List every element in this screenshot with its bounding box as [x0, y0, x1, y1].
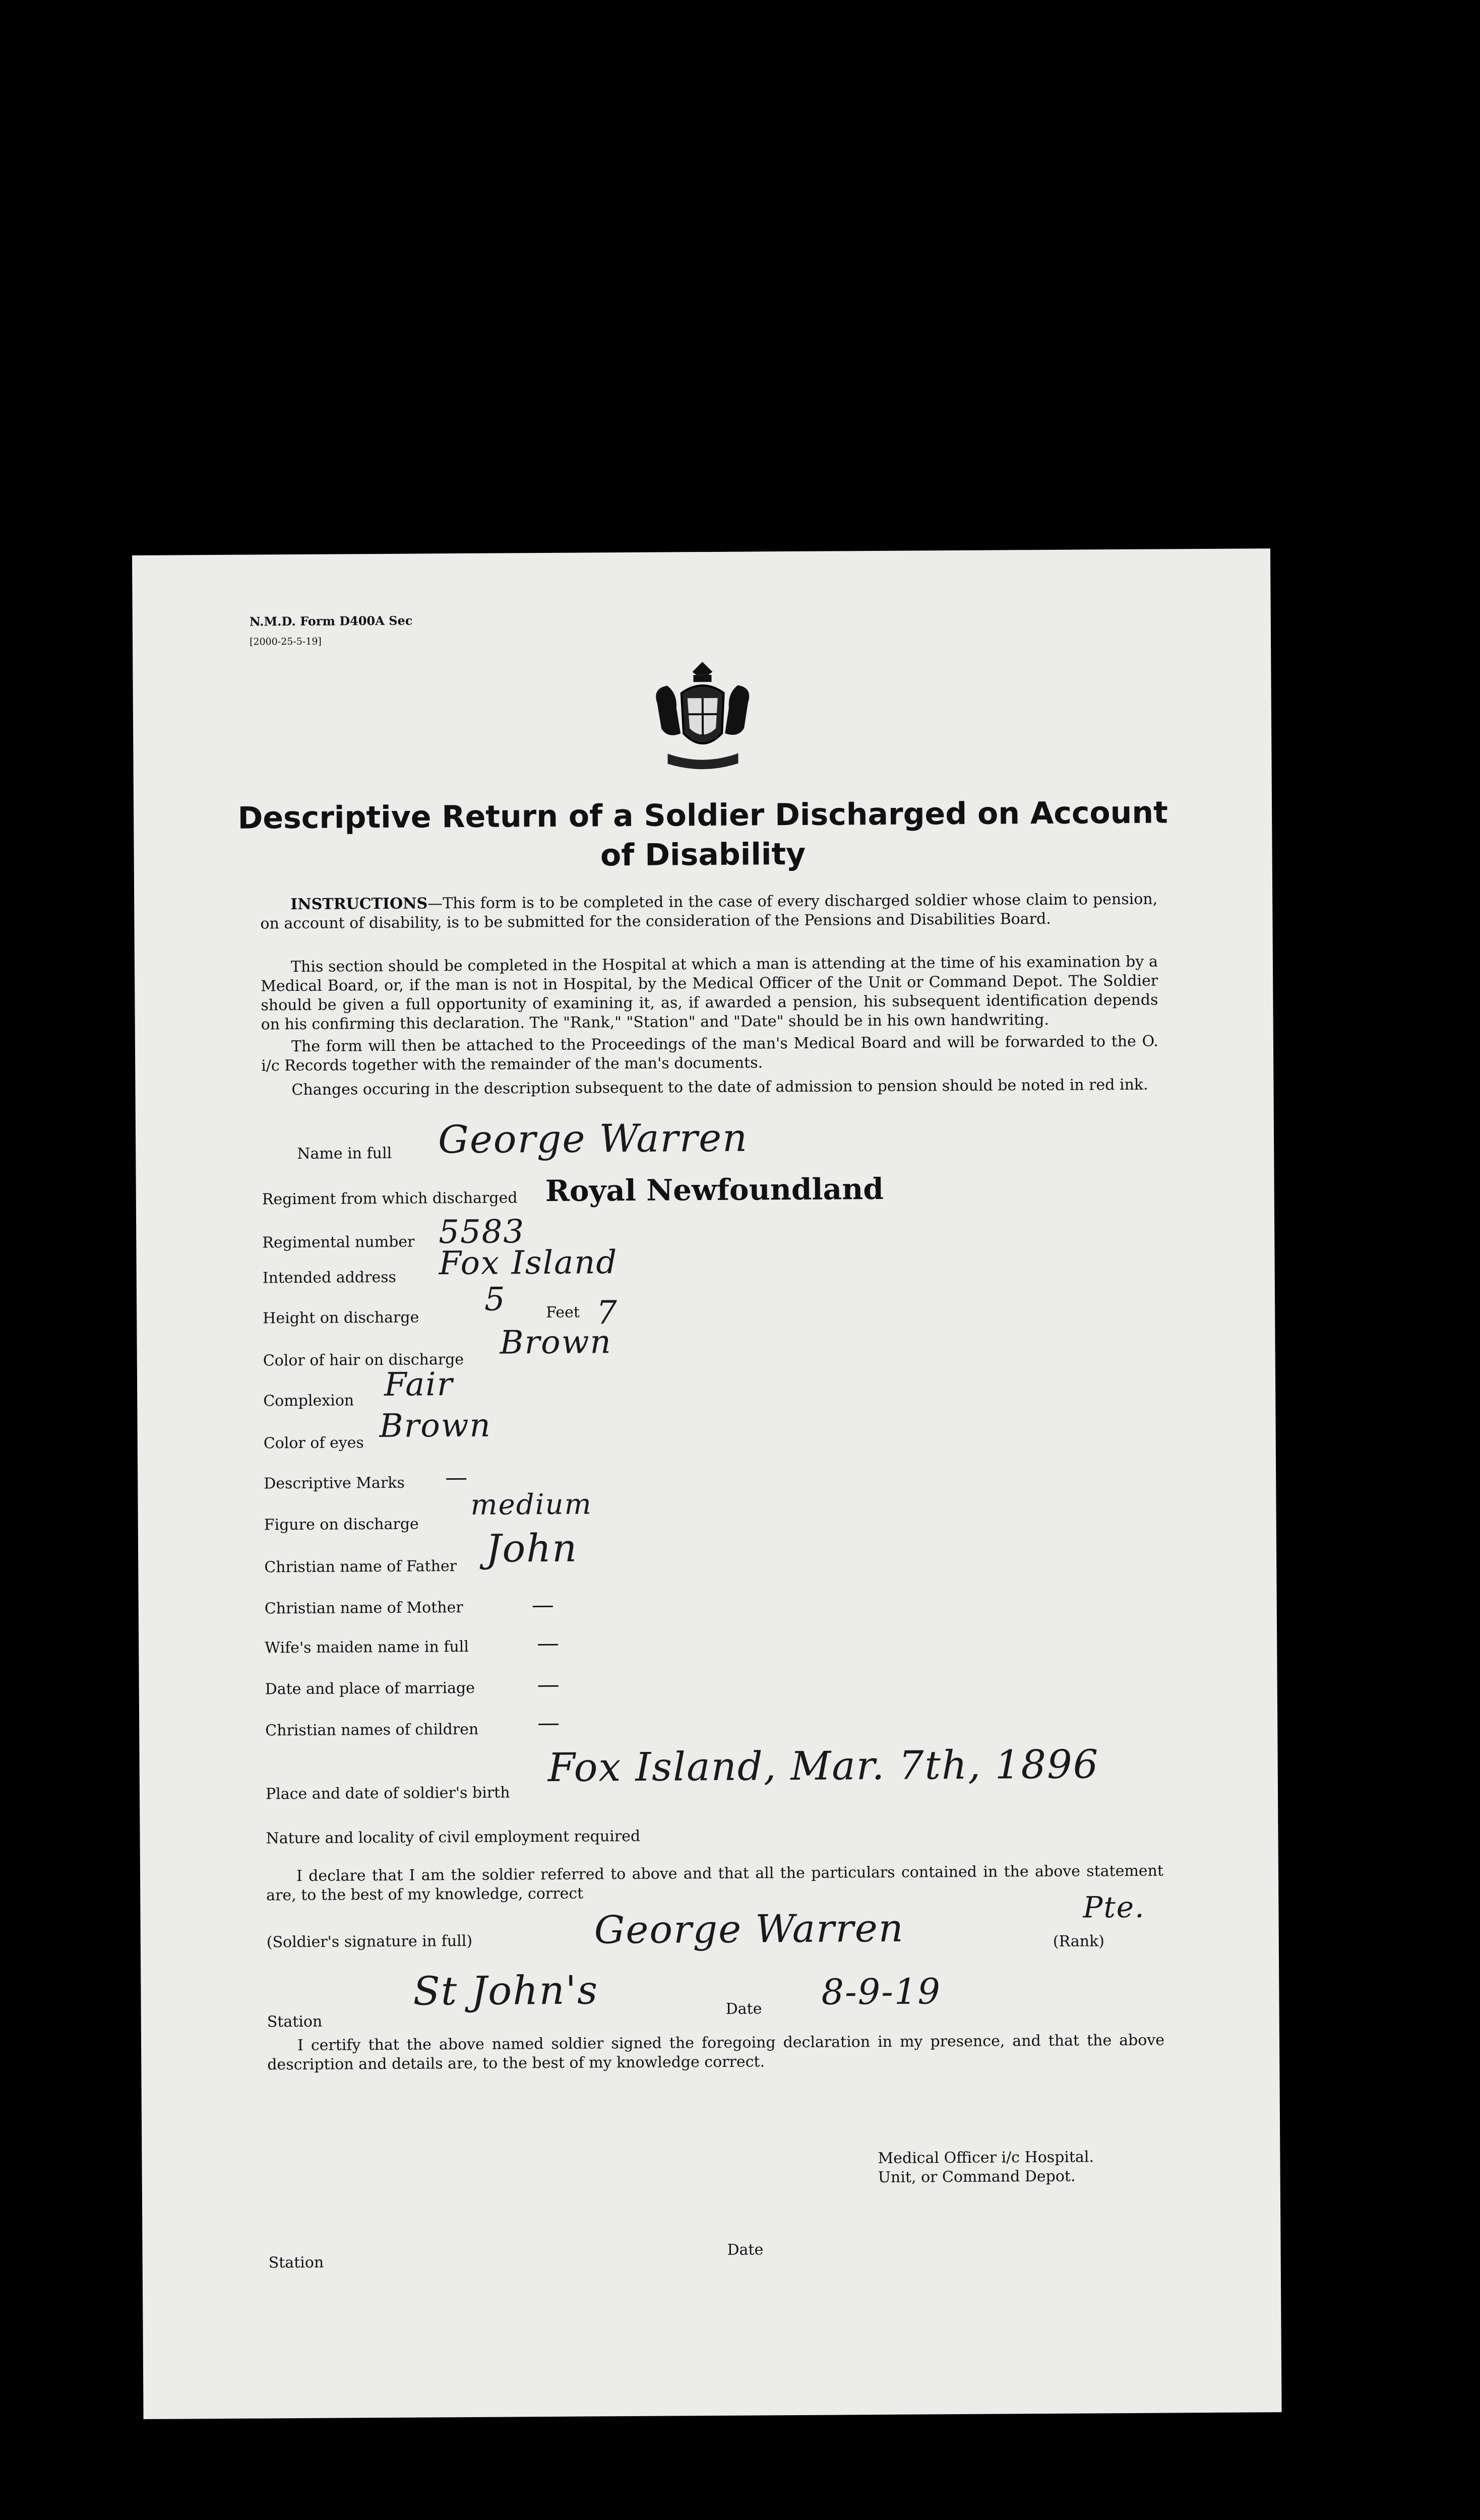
declaration-text: I declare that I am the soldier referred to above and that all the particulars contained in the above statement are, to the best of my knowledge, correct: [266, 1862, 1164, 1905]
father-value: John: [485, 1525, 578, 1571]
hair-label: Color of hair on discharge: [263, 1351, 464, 1370]
form-sheet: [132, 548, 1282, 2419]
name-value: George Warren: [438, 1115, 749, 1162]
date-label: Date: [725, 2000, 762, 2018]
feet-label: Feet: [546, 1303, 580, 1322]
children-label: Christian names of children: [265, 1720, 479, 1740]
height-label: Height on discharge: [263, 1308, 419, 1328]
regiment-value: Royal Newfoundland: [545, 1171, 884, 1209]
signature-value: George Warren: [594, 1905, 904, 1952]
marks-label: Descriptive Marks: [264, 1474, 405, 1493]
regiment-label: Regiment from which discharged: [262, 1189, 518, 1209]
instructions-paragraph-4: Changes occuring in the description subsequent to the date of admission to pension should be noted in red ink.: [291, 1076, 1148, 1099]
birth-label: Place and date of soldier's birth: [265, 1784, 510, 1803]
mother-value: —: [531, 1592, 554, 1618]
instructions-lead: INSTRUCTIONS: [290, 895, 428, 914]
date-value: 8-9-19: [821, 1971, 942, 2013]
rank-label: (Rank): [1053, 1932, 1105, 1950]
complexion-label: Complexion: [263, 1392, 354, 1410]
figure-value: medium: [470, 1488, 592, 1522]
instructions-paragraph-2: This section should be completed in the Hospital at which a man is attending at the time of his examination by a Medical Board, or, if the man is not in Hospital, by the Medical Officer of the Unit or Command Depot. The Soldier should be given a full opportunity of examining it, as, if awarded a pension, his subsequent identification depends on his confirming this declaration. The "Rank," "Station" and "Date" should be in his own handwriting.: [261, 953, 1158, 1034]
mother-label: Christian name of Mother: [264, 1599, 463, 1618]
bottom-date-label: Date: [727, 2241, 764, 2259]
children-value: —: [537, 1710, 560, 1736]
form-code: [2000-25-5-19]: [249, 636, 322, 648]
father-label: Christian name of Father: [264, 1557, 457, 1577]
address-label: Intended address: [262, 1268, 397, 1287]
instructions-text-1: —This form is to be completed in the case of every discharged soldier whose claim to pension, on account of disability, is to be submitted for the consideration of the Pensions and Disabilities Board.: [260, 890, 1158, 933]
hair-value: Brown: [500, 1324, 612, 1362]
instructions-paragraph-1: [260, 890, 1157, 934]
marriage-label: Date and place of marriage: [265, 1679, 475, 1698]
royal-crest-icon: [637, 657, 768, 779]
eyes-label: Color of eyes: [263, 1434, 364, 1453]
complexion-value: Fair: [384, 1366, 454, 1404]
form-title-line2: of Disability: [600, 836, 806, 873]
number-label: Regimental number: [262, 1233, 415, 1252]
officer-line-1: Medical Officer i/c Hospital.: [878, 2148, 1094, 2168]
certification-text: I certify that the above named soldier signed the foregoing declaration in my presence, and that the above description and details are, to the best of my knowledge correct.: [267, 2031, 1165, 2074]
form-title: Descriptive Return of a Soldier Discharged on Account: [237, 795, 1168, 836]
form-id: N.M.D. Form D400A Sec: [249, 613, 413, 629]
wife-label: Wife's maiden name in full: [265, 1637, 469, 1657]
eyes-value: Brown: [379, 1407, 491, 1445]
officer-line-2: Unit, or Command Depot.: [878, 2167, 1076, 2187]
birth-value: Fox Island, Mar. 7th, 1896: [547, 1742, 1099, 1791]
name-label: Name in full: [297, 1144, 392, 1163]
employment-label: Nature and locality of civil employment required: [266, 1827, 641, 1848]
marriage-value: —: [537, 1671, 560, 1698]
station-label: Station: [267, 2012, 323, 2031]
number-value: 5583: [438, 1213, 525, 1251]
instructions-paragraph-3: The form will then be attached to the Proceedings of the man's Medical Board and will be forwarded to the O. i/c Records together with the remainder of the man's documents.: [261, 1032, 1159, 1075]
signature-label: (Soldier's signature in full): [266, 1932, 473, 1951]
bottom-station-label: Station: [268, 2253, 324, 2272]
marks-value: —: [445, 1464, 468, 1491]
rank-value: Pte.: [1083, 1889, 1145, 1925]
figure-label: Figure on discharge: [264, 1515, 419, 1534]
height-inches: 7: [596, 1294, 619, 1332]
station-value: St John's: [413, 1968, 599, 2014]
wife-value: —: [537, 1630, 560, 1657]
address-value: Fox Island: [439, 1244, 618, 1283]
height-feet: 5: [484, 1281, 506, 1318]
